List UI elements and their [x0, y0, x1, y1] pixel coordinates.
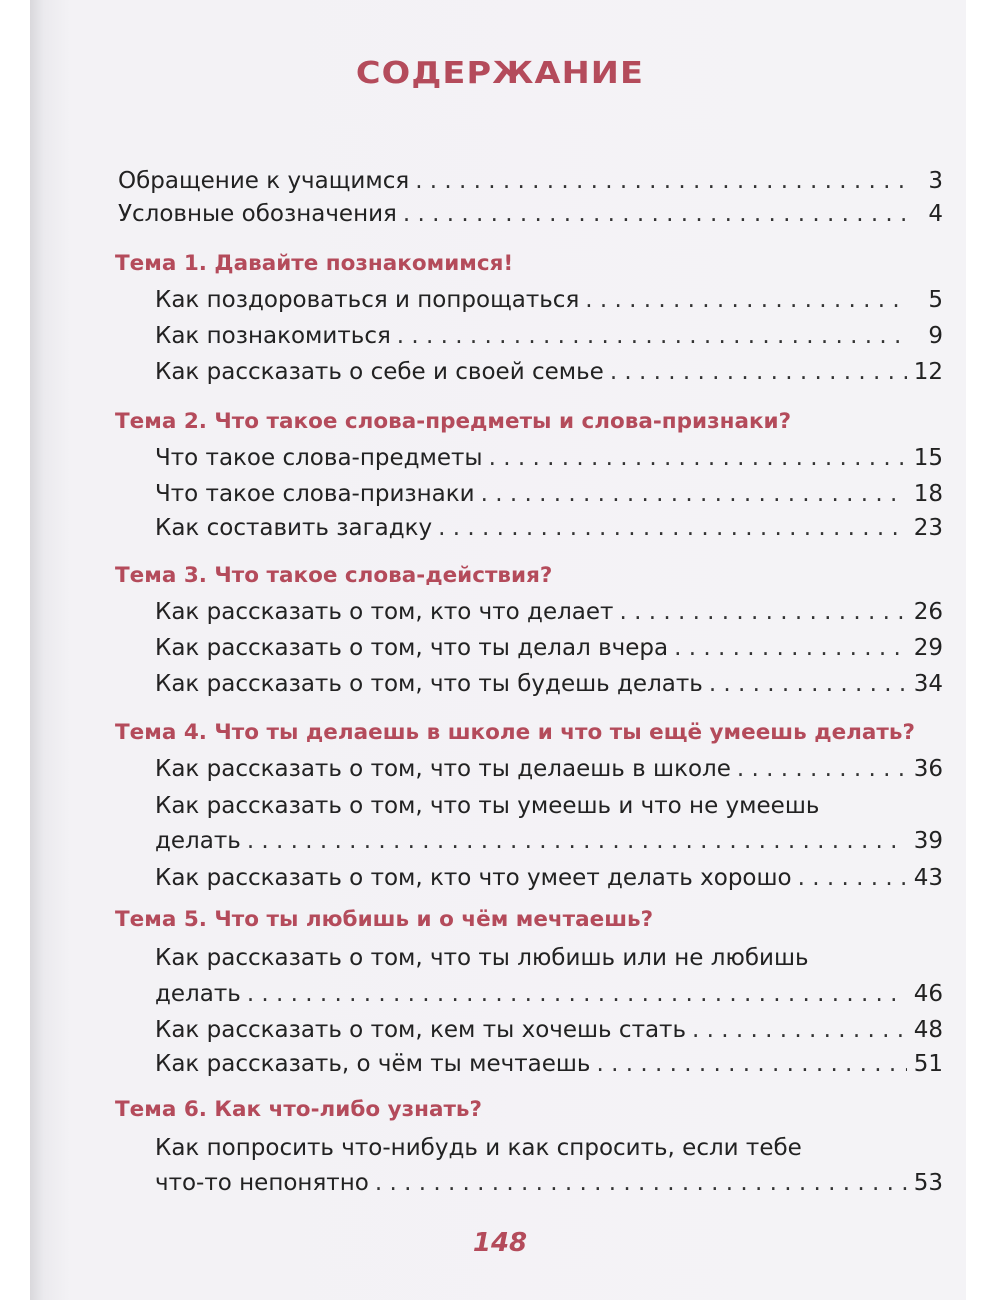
- toc-entry-title: Условные обозначения: [118, 201, 397, 227]
- toc-entry-title: Как рассказать о том, кем ты хочешь стать: [155, 1017, 687, 1043]
- toc-entry-title: Как рассказать о том, что ты делал вчера: [155, 635, 669, 661]
- toc-entry-page: 23: [913, 515, 943, 541]
- toc-entry: [155, 1135, 943, 1167]
- toc-entry-title: Как рассказать о том, кто что умеет делать хорошо: [155, 865, 792, 891]
- toc-entry: [155, 445, 943, 477]
- dot-leader: [737, 756, 907, 782]
- toc-entry: [118, 168, 943, 200]
- toc-entry: [155, 945, 943, 977]
- toc-entry-title: делать: [155, 828, 241, 854]
- dot-leader: [596, 1051, 907, 1077]
- toc-topic-heading: [115, 563, 940, 595]
- dot-leader: [798, 865, 907, 891]
- toc-entry: [155, 671, 943, 703]
- dot-leader: [403, 201, 907, 227]
- dot-leader: [438, 515, 907, 541]
- toc-entry-page: 18: [913, 481, 943, 507]
- toc-entry: [155, 515, 943, 547]
- toc-entry-page: 9: [928, 323, 943, 349]
- toc-entry-title: Обращение к учащимся: [118, 168, 410, 194]
- toc-entry-title: Тема 5. Что ты любишь и о чём мечтаешь?: [115, 907, 654, 932]
- toc-entry-title: Что такое слова-предметы: [155, 445, 483, 471]
- dot-leader: [247, 828, 907, 854]
- toc-entry-title: Тема 3. Что такое слова-действия?: [115, 563, 553, 588]
- dot-leader: [692, 1017, 907, 1043]
- toc-entry-page: 5: [928, 287, 943, 313]
- toc-entry-page: 4: [928, 201, 943, 227]
- toc-topic-heading: [115, 720, 940, 752]
- dot-leader: [585, 287, 907, 313]
- toc-entry: [155, 635, 943, 667]
- toc-entry: [155, 1170, 943, 1202]
- dot-leader: [610, 359, 907, 385]
- toc-entry-title: Тема 6. Как что-либо узнать?: [115, 1097, 482, 1122]
- toc-entry: [155, 865, 943, 897]
- toc-entry-page: 3: [928, 168, 943, 194]
- toc-entry-title: Как рассказать о том, что ты делаешь в школе: [155, 756, 731, 782]
- toc-entry-page: 39: [913, 828, 943, 854]
- toc-entry-page: 51: [913, 1051, 943, 1077]
- toc-topic-heading: [115, 251, 940, 283]
- dot-leader: [709, 671, 907, 697]
- toc-entry: [155, 359, 943, 391]
- toc-entry-title: Тема 1. Давайте познакомимся!: [115, 251, 514, 276]
- toc-entry: [155, 287, 943, 319]
- toc-entry: [155, 1051, 943, 1083]
- toc-entry-title: Что такое слова-признаки: [155, 481, 475, 507]
- toc-entry-page: 48: [913, 1017, 943, 1043]
- dot-leader: [489, 445, 907, 471]
- toc-topic-heading: [115, 409, 940, 441]
- toc-entry: [155, 1017, 943, 1049]
- page-edge: [966, 0, 1000, 1300]
- toc-entry-title: Как рассказать о том, что ты любишь или не любишь: [155, 945, 809, 971]
- toc-entry-page: 53: [913, 1170, 943, 1196]
- toc-entry-title: Как составить загадку: [155, 515, 433, 541]
- toc-entry-page: 34: [913, 671, 943, 697]
- toc-entry: [118, 201, 943, 233]
- dot-leader: [415, 168, 907, 194]
- toc-entry: [155, 599, 943, 631]
- toc-entry-page: 12: [913, 359, 943, 385]
- dot-leader: [375, 1170, 907, 1196]
- toc-entry: [155, 793, 943, 825]
- toc-entry-title: Тема 2. Что такое слова-предметы и слова-признаки?: [115, 409, 792, 434]
- toc-entry: [155, 323, 943, 355]
- dot-leader: [397, 323, 907, 349]
- toc-topic-heading: [115, 1097, 940, 1129]
- toc-entry-page: 43: [913, 865, 943, 891]
- dot-leader: [674, 635, 907, 661]
- toc-entry-title: Как рассказать о себе и своей семье: [155, 359, 604, 385]
- toc-entry: [155, 828, 943, 860]
- toc-entry-page: 36: [913, 756, 943, 782]
- toc-entry-title: Как попросить что-нибудь и как спросить, если тебе: [155, 1135, 802, 1161]
- toc-entry-title: Тема 4. Что ты делаешь в школе и что ты ещё умеешь делать?: [115, 720, 915, 745]
- toc-topic-heading: [115, 907, 940, 939]
- toc-entry: [155, 481, 943, 513]
- page-number: 148: [472, 1228, 528, 1258]
- toc-entry-title: Как рассказать, о чём ты мечтаешь: [155, 1051, 591, 1077]
- toc-entry-title: Как познакомиться: [155, 323, 391, 349]
- toc-entry-title: Как рассказать о том, что ты умеешь и что не умеешь: [155, 793, 820, 819]
- page-title: СОДЕРЖАНИЕ: [355, 56, 645, 91]
- toc-entry-page: 26: [913, 599, 943, 625]
- toc-entry-title: Как рассказать о том, кто что делает: [155, 599, 614, 625]
- toc-entry-page: 15: [913, 445, 943, 471]
- toc-entry: [155, 756, 943, 788]
- dot-leader: [481, 481, 907, 507]
- dot-leader: [247, 981, 907, 1007]
- toc-entry-page: 29: [913, 635, 943, 661]
- toc-entry-title: Как рассказать о том, что ты будешь делать: [155, 671, 703, 697]
- toc-entry-title: делать: [155, 981, 241, 1007]
- toc-entry-title: Как поздороваться и попрощаться: [155, 287, 580, 313]
- toc-entry-title: что-то непонятно: [155, 1170, 369, 1196]
- toc-entry-page: 46: [913, 981, 943, 1007]
- toc-entry: [155, 981, 943, 1013]
- dot-leader: [619, 599, 907, 625]
